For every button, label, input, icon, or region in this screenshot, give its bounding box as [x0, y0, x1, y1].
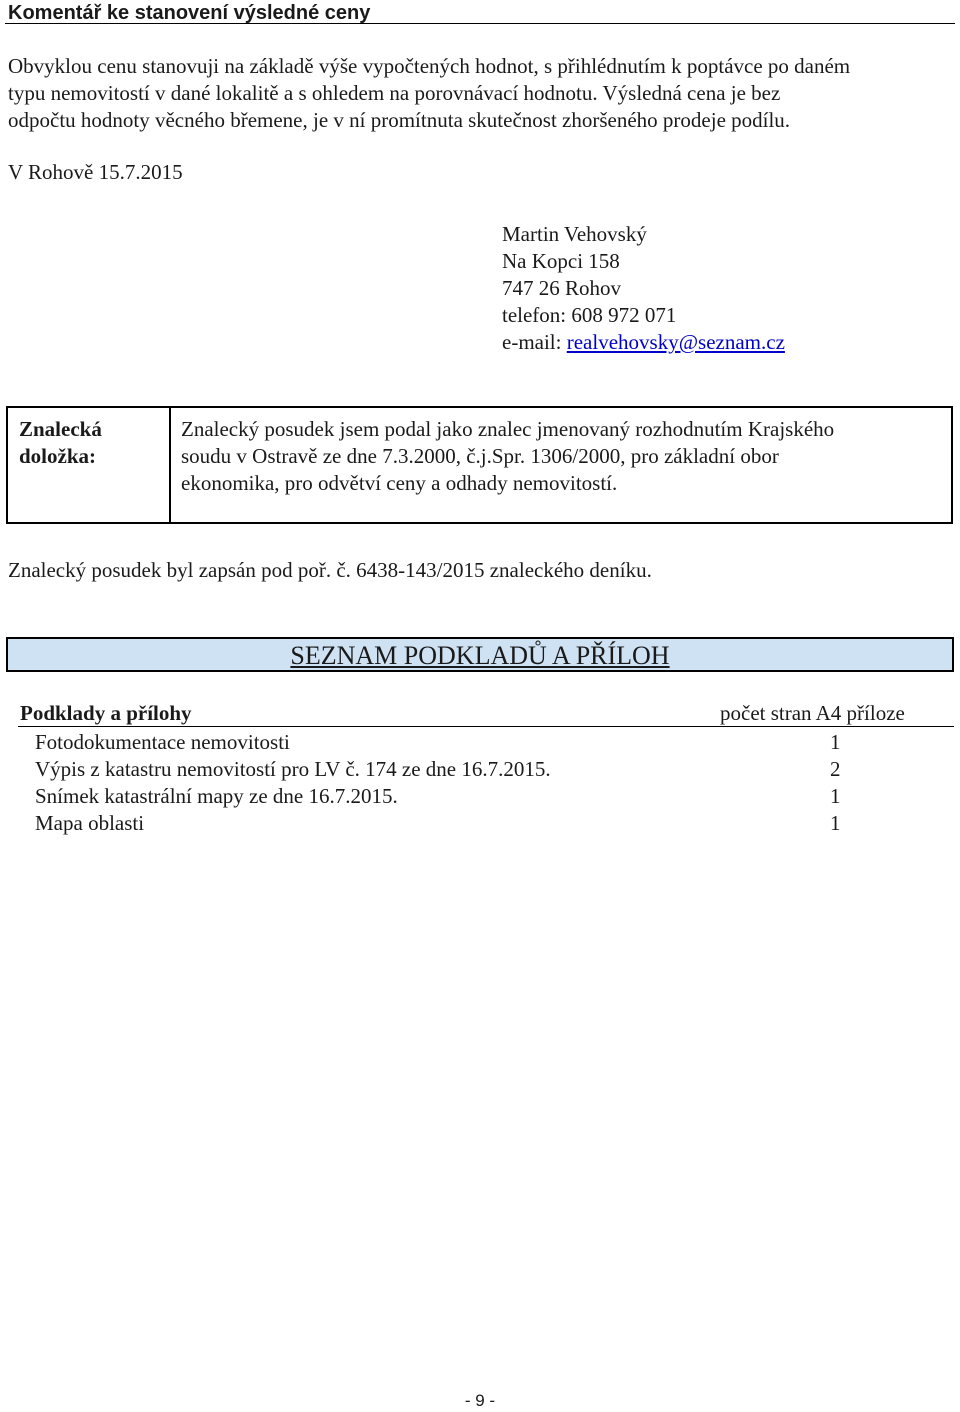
expert-clause-text	[181, 416, 834, 497]
commentary-line: typu nemovitostí v dané lokalitě a s ohledem na porovnávací hodnotu. Výsledná cena je bez	[8, 81, 781, 105]
commentary-paragraph	[8, 53, 958, 134]
attachment-item-name: Výpis z katastru nemovitostí pro LV č. 174 ze dne 16.7.2015.	[35, 757, 551, 781]
expert-clause-line: ekonomika, pro odvětví ceny a odhady nemovitostí.	[181, 471, 618, 495]
signer-name: Martin Vehovský	[502, 222, 647, 246]
signer-email-row	[502, 329, 785, 356]
signer-phone: telefon: 608 972 071	[502, 303, 677, 327]
expert-clause-divider	[169, 406, 171, 524]
email-label: e-mail:	[502, 330, 567, 354]
attachment-item-name: Snímek katastrální mapy ze dne 16.7.2015.	[35, 784, 398, 808]
expert-clause-line: soudu v Ostravě ze dne 7.3.2000, č.j.Spr. 1306/2000, pro základní obor	[181, 444, 779, 468]
expert-clause-line: Znalecký posudek jsem podal jako znalec jmenovaný rozhodnutím Krajského	[181, 417, 835, 441]
expert-clause-label	[19, 416, 102, 470]
page-number: - 9 -	[464, 1391, 496, 1410]
commentary-line: Obvyklou cenu stanovuji na základě výše vypočtených hodnot, s přihlédnutím k poptávce po daném	[8, 54, 851, 78]
attachment-item-pages: 1	[830, 784, 841, 808]
expert-clause-label-line: doložka:	[19, 444, 97, 468]
signer-city: 747 26 Rohov	[502, 276, 622, 300]
attachment-item-pages: 2	[830, 757, 841, 781]
expert-clause-label-line: Znalecká	[19, 417, 102, 441]
signature-block	[502, 221, 785, 356]
email-link[interactable]: realvehovsky@seznam.cz	[566, 330, 785, 354]
place-date: V Rohově 15.7.2015	[8, 160, 183, 184]
attachments-column-pages: počet stran A4 příloze	[720, 701, 905, 725]
attachments-header-rule	[18, 726, 954, 727]
attachments-title: SEZNAM PODKLADŮ A PŘÍLOH	[290, 641, 670, 670]
registration-note: Znalecký posudek byl zapsán pod poř. č. 6438-143/2015 znaleckého deníku.	[8, 558, 652, 582]
attachment-item-pages: 1	[830, 811, 841, 835]
commentary-line: odpočtu hodnoty věcného břemene, je v ní promítnuta skutečnost zhoršeného prodeje podílu.	[8, 108, 791, 132]
attachment-item-pages: 1	[830, 730, 841, 754]
attachments-column-name: Podklady a přílohy	[20, 701, 192, 725]
attachment-item-name: Fotodokumentace nemovitosti	[35, 730, 290, 754]
attachment-item-name: Mapa oblasti	[35, 811, 145, 835]
heading-rule	[5, 23, 955, 24]
signer-street: Na Kopci 158	[502, 249, 620, 273]
section-heading: Komentář ke stanovení výsledné ceny	[8, 2, 371, 24]
